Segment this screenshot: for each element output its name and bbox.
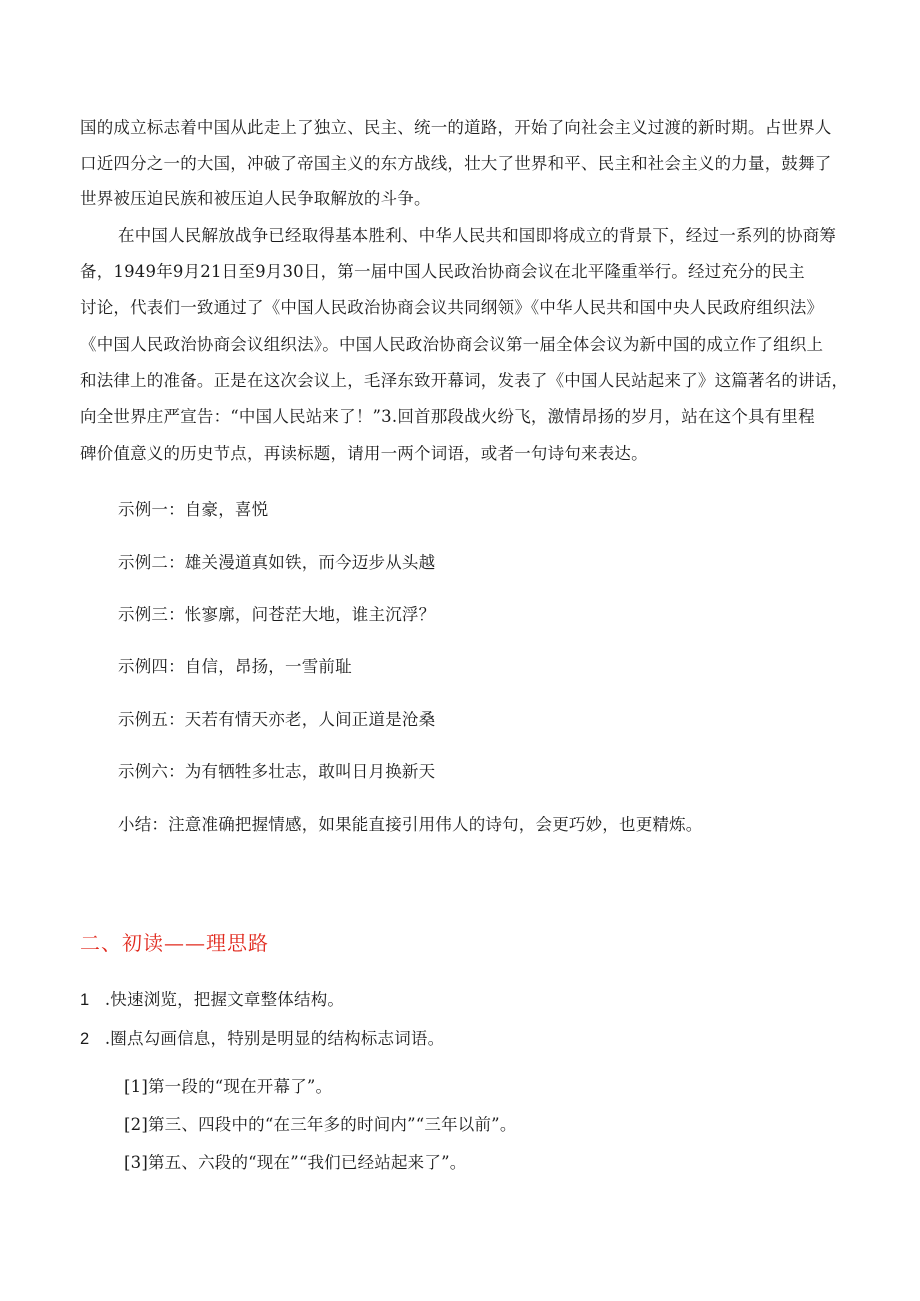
example-item: 示例二：雄关漫道真如铁，而今迈步从头越 [118, 553, 436, 572]
step-number: 2 [80, 1030, 90, 1048]
step-item [80, 1029, 444, 1049]
step-item [80, 990, 344, 1010]
example-item: 示例四：自信，昂扬，一雪前耻 [118, 657, 352, 676]
paragraph-line: 向全世界庄严宣告：“中国人民站来了！”3.回首那段战火纷飞，激情昂扬的岁月，站在这个具有里程 [80, 407, 815, 426]
paragraph-line: 《中国人民政治协商会议组织法》。中国人民政治协商会议第一届全体会议为新中国的成立作了组织上 [80, 335, 824, 354]
sub-item: [2]第三、四段中的“在三年多的时间内”“三年以前”。 [124, 1115, 517, 1134]
paragraph-line: 讨论，代表们一致通过了《中国人民政治协商会议共同纲领》《中华人民共和国中央人民政府组织法》 [80, 298, 824, 317]
example-item: 示例一：自豪，喜悦 [118, 500, 269, 519]
example-item: 示例三：怅寥廓，问苍茫大地，谁主沉浮？ [118, 605, 436, 624]
paragraph-line: 和法律上的准备。正是在这次会议上，毛泽东致开幕词，发表了《中国人民站起来了》这篇著名的讲话， [80, 371, 849, 390]
step-text: .快速浏览，把握文章整体结构。 [104, 990, 345, 1009]
sub-item: [3]第五、六段的“现在”“我们已经站起来了”。 [124, 1153, 467, 1172]
paragraph-line: 备，1949年9月21日至9月30日，第一届中国人民政治协商会议在北平隆重举行。经过充分的民主 [80, 262, 805, 281]
paragraph-line: 口近四分之一的大国，冲破了帝国主义的东方战线，壮大了世界和平、民主和社会主义的力量，鼓舞了 [80, 154, 832, 173]
sub-item: [1]第一段的“现在开幕了”。 [124, 1077, 333, 1096]
example-item: 示例五：天若有情天亦老，人间正道是沧桑 [118, 710, 436, 729]
section-heading: 二、初读——理思路 [80, 931, 269, 955]
paragraph-line: 在中国人民解放战争已经取得基本胜利、中华人民共和国即将成立的背景下，经过一系列的协商筹 [118, 226, 837, 245]
paragraph-line: 世界被压迫民族和被压迫人民争取解放的斗争。 [80, 189, 431, 208]
step-number: 1 [80, 991, 90, 1009]
paragraph-line: 国的成立标志着中国从此走上了独立、民主、统一的道路，开始了向社会主义过渡的新时期。占世界人 [80, 118, 832, 137]
step-text: .圈点勾画信息，特别是明显的结构标志词语。 [104, 1029, 445, 1048]
example-item: 示例六：为有牺牲多壮志，敢叫日月换新天 [118, 762, 436, 781]
paragraph-line: 碑价值意义的历史节点，再读标题，请用一两个词语，或者一句诗句来表达。 [80, 444, 648, 463]
summary-text: 小结：注意准确把握情感，如果能直接引用伟人的诗句，会更巧妙，也更精炼。 [118, 815, 703, 834]
